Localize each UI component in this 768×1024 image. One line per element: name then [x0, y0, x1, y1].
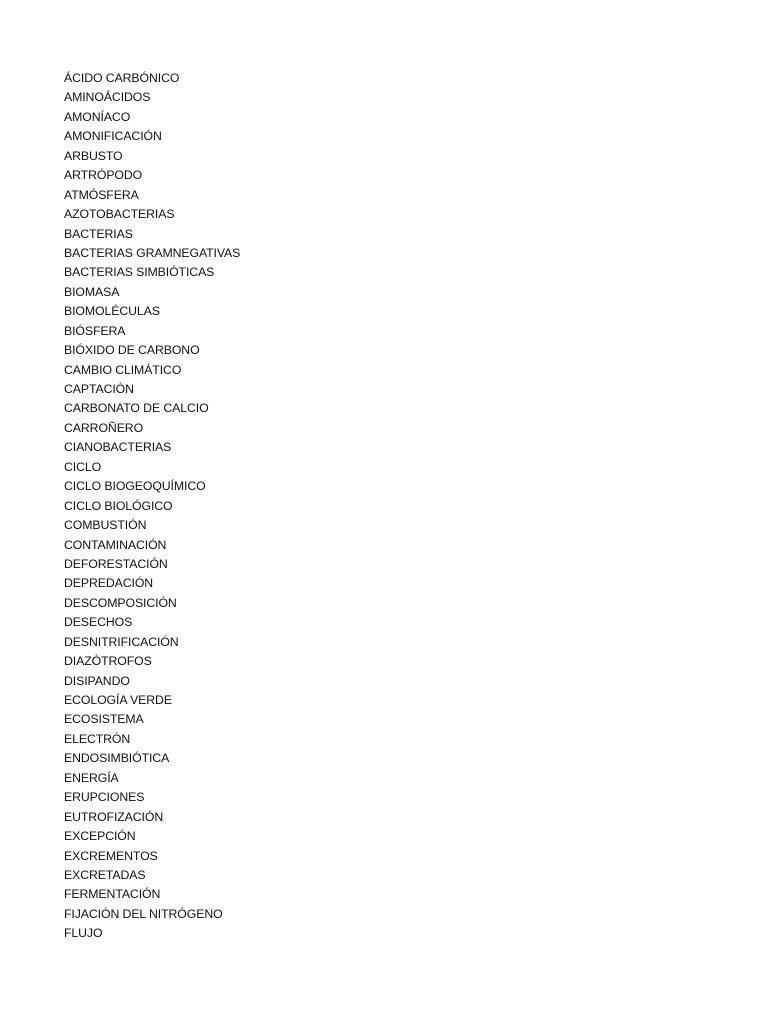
- word-list: [64, 69, 240, 944]
- word-list-item: DEPREDACIÓN: [64, 576, 154, 591]
- word-list-item: DESECHOS: [64, 615, 133, 630]
- word-list-item: CICLO BIOLÓGICO: [64, 498, 173, 513]
- word-list-item: BIOMASA: [64, 284, 120, 299]
- word-list-item: BACTERIAS: [64, 226, 133, 241]
- word-list-item: EXCREMENTOS: [64, 848, 158, 863]
- word-list-item: ENDOSIMBIÓTICA: [64, 751, 170, 766]
- word-list-item: FLUJO: [64, 926, 103, 941]
- word-list-item: ECOSISTEMA: [64, 712, 144, 727]
- word-list-item: ECOLOGÍA VERDE: [64, 693, 172, 707]
- word-list-item: ÁCIDO CARBÓNICO: [64, 71, 180, 85]
- word-list-item: AMINOÁCIDOS: [64, 90, 151, 105]
- word-list-item: ARTRÓPODO: [64, 168, 143, 183]
- word-list-item: EUTROFIZACIÓN: [64, 809, 164, 824]
- word-list-item: CONTAMINACIÓN: [64, 537, 167, 552]
- word-list-item: CICLO BIOGEOQUÍMICO: [64, 479, 206, 494]
- word-list-item: ATMÓSFERA: [64, 187, 139, 202]
- word-list-item: DIAZÓTROFOS: [64, 654, 152, 669]
- word-list-item: CIANOBACTERIAS: [64, 440, 172, 455]
- word-list-item: CAMBIO CLIMÁTICO: [64, 362, 182, 377]
- word-list-item: ELECTRÓN: [64, 731, 131, 746]
- word-list-item: FERMENTACIÓN: [64, 887, 161, 902]
- word-list-item: BIÓXIDO DE CARBONO: [64, 343, 200, 358]
- word-list-item: BACTERIAS SIMBIÓTICAS: [64, 265, 215, 280]
- word-list-item: EXCRETADAS: [64, 867, 146, 882]
- word-list-item: ERUPCIONES: [64, 790, 145, 805]
- word-list-item: CICLO: [64, 459, 102, 474]
- word-list-item: AZOTOBACTERIAS: [64, 207, 175, 222]
- word-list-item: BIÓSFERA: [64, 323, 126, 338]
- word-list-item: BACTERIAS GRAMNEGATIVAS: [64, 245, 241, 260]
- word-list-item: ARBUSTO: [64, 148, 123, 163]
- word-list-item: DESNITRIFICACIÓN: [64, 634, 179, 649]
- word-list-item: FIJACIÓN DEL NITRÓGENO: [64, 906, 223, 921]
- word-list-item: AMONIFICACIÓN: [64, 129, 162, 144]
- word-list-item: COMBUSTIÓN: [64, 518, 147, 533]
- word-list-item: BIOMOLÉCULAS: [64, 304, 160, 319]
- word-list-item: CAPTACIÓN: [64, 382, 134, 396]
- word-list-item: AMONÍACO: [64, 109, 131, 124]
- word-list-item: DISIPANDO: [64, 673, 130, 688]
- word-list-item: CARROÑERO: [64, 420, 144, 435]
- word-list-item: EXCEPCIÓN: [64, 829, 136, 844]
- word-list-item: ENERGÍA: [64, 770, 119, 785]
- word-list-item: DEFORESTACIÓN: [64, 556, 168, 571]
- word-list-item: CARBONATO DE CALCIO: [64, 401, 209, 416]
- word-list-item: DESCOMPOSICIÓN: [64, 595, 177, 610]
